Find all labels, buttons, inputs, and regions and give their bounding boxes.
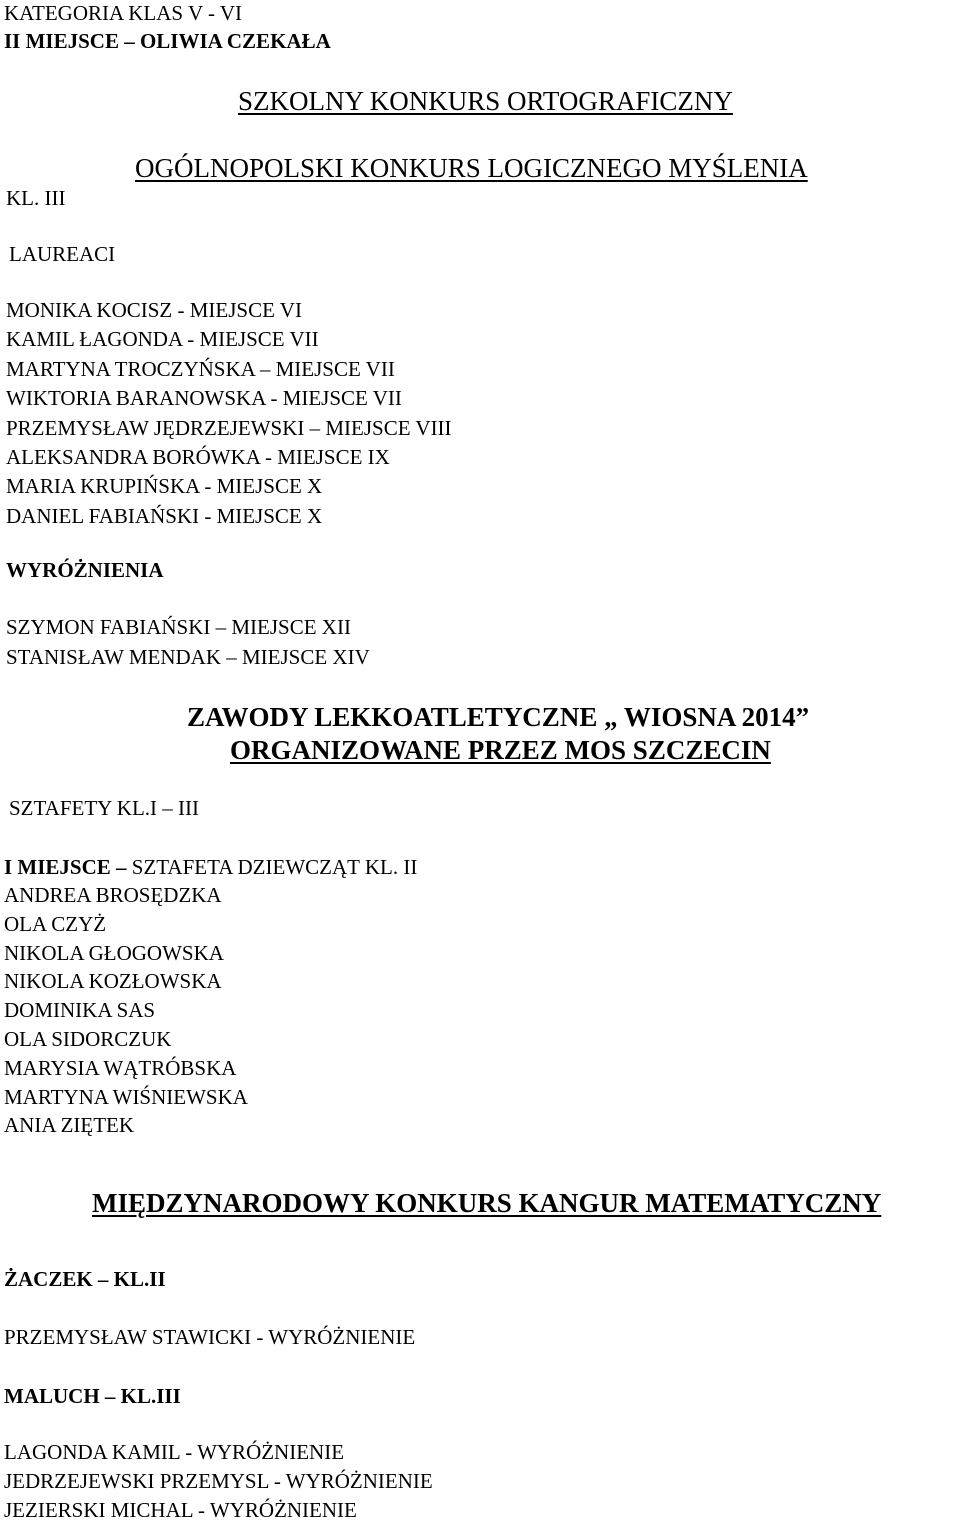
list-item: ALEKSANDRA BORÓWKA - MIEJSCE IX [6, 444, 390, 469]
first-place-label: I MIEJSCE – [4, 855, 127, 879]
list-item: PRZEMYSŁAW JĘDRZEJEWSKI – MIEJSCE VIII [6, 415, 452, 440]
list-item: NIKOLA KOZŁOWSKA [4, 969, 222, 994]
list-item: OLA SIDORCZUK [4, 1026, 172, 1051]
athletics-heading-line2: ORGANIZOWANE PRZEZ MOS SZCZECIN [230, 735, 771, 765]
category-line: KATEGORIA KLAS V - VI [4, 1, 243, 25]
wyroznienia-label: WYRÓŻNIENIA [6, 558, 164, 582]
list-item: NIKOLA GŁOGOWSKA [4, 940, 224, 965]
list-item: LAGONDA KAMIL - WYRÓŻNIENIE [4, 1440, 345, 1464]
zaczek-result: PRZEMYSŁAW STAWICKI - WYRÓŻNIENIE [4, 1325, 416, 1349]
logic-class-label: KL. III [6, 186, 66, 210]
wyroznienia-list [6, 613, 370, 672]
maluch-results-list [4, 1438, 433, 1525]
list-item: DOMINIKA SAS [4, 998, 156, 1023]
second-place-text: II MIEJSCE – OLIWIA CZEKAŁA [4, 29, 331, 53]
laureaci-label: LAUREACI [9, 242, 116, 266]
list-item: ANIA ZIĘTEK [4, 1113, 135, 1138]
relay-team-list [4, 881, 248, 1140]
list-item: SZYMON FABIAŃSKI – MIEJSCE XII [6, 615, 351, 639]
list-item: MARTYNA TROCZYŃSKA – MIEJSCE VII [6, 356, 395, 381]
first-place-description: SZTAFETA DZIEWCZĄT KL. II [126, 855, 418, 879]
list-item: KAMIL ŁAGONDA - MIEJSCE VII [6, 327, 319, 352]
list-item: DANIEL FABIAŃSKI - MIEJSCE X [6, 503, 323, 528]
list-item: MARIA KRUPIŃSKA - MIEJSCE X [6, 474, 323, 499]
list-item: ANDREA BROSĘDZKA [4, 883, 222, 907]
kangur-heading: MIĘDZYNARODOWY KONKURS KANGUR MATEMATYCZNY [92, 1188, 882, 1218]
list-item: WIKTORIA BARANOWSKA - MIEJSCE VII [6, 386, 402, 411]
laureaci-list [6, 296, 452, 531]
list-item: JEZIERSKI MICHAL - WYRÓŻNIENIE [4, 1498, 357, 1522]
relay-label: SZTAFETY KL.I – III [9, 796, 200, 820]
athletics-heading-line1: ZAWODY LEKKOATLETYCZNE „ WIOSNA 2014” [187, 702, 810, 732]
zaczek-label: ŻACZEK – KL.II [4, 1267, 166, 1291]
list-item: JEDRZEJEWSKI PRZEMYSL - WYRÓŻNIENIE [4, 1469, 433, 1493]
list-item: MONIKA KOCISZ - MIEJSCE VI [6, 298, 302, 322]
relay-first-place [4, 857, 417, 878]
list-item: OLA CZYŻ [4, 911, 107, 936]
second-place-line [4, 31, 331, 52]
list-item: STANISŁAW MENDAK – MIEJSCE XIV [6, 644, 370, 669]
spelling-contest-heading: SZKOLNY KONKURS ORTOGRAFICZNY [238, 86, 733, 116]
maluch-label: MALUCH – KL.III [4, 1384, 181, 1408]
list-item: MARTYNA WIŚNIEWSKA [4, 1084, 248, 1109]
list-item: MARYSIA WĄTRÓBSKA [4, 1055, 237, 1080]
logic-contest-heading: OGÓLNOPOLSKI KONKURS LOGICZNEGO MYŚLENIA [135, 153, 808, 183]
